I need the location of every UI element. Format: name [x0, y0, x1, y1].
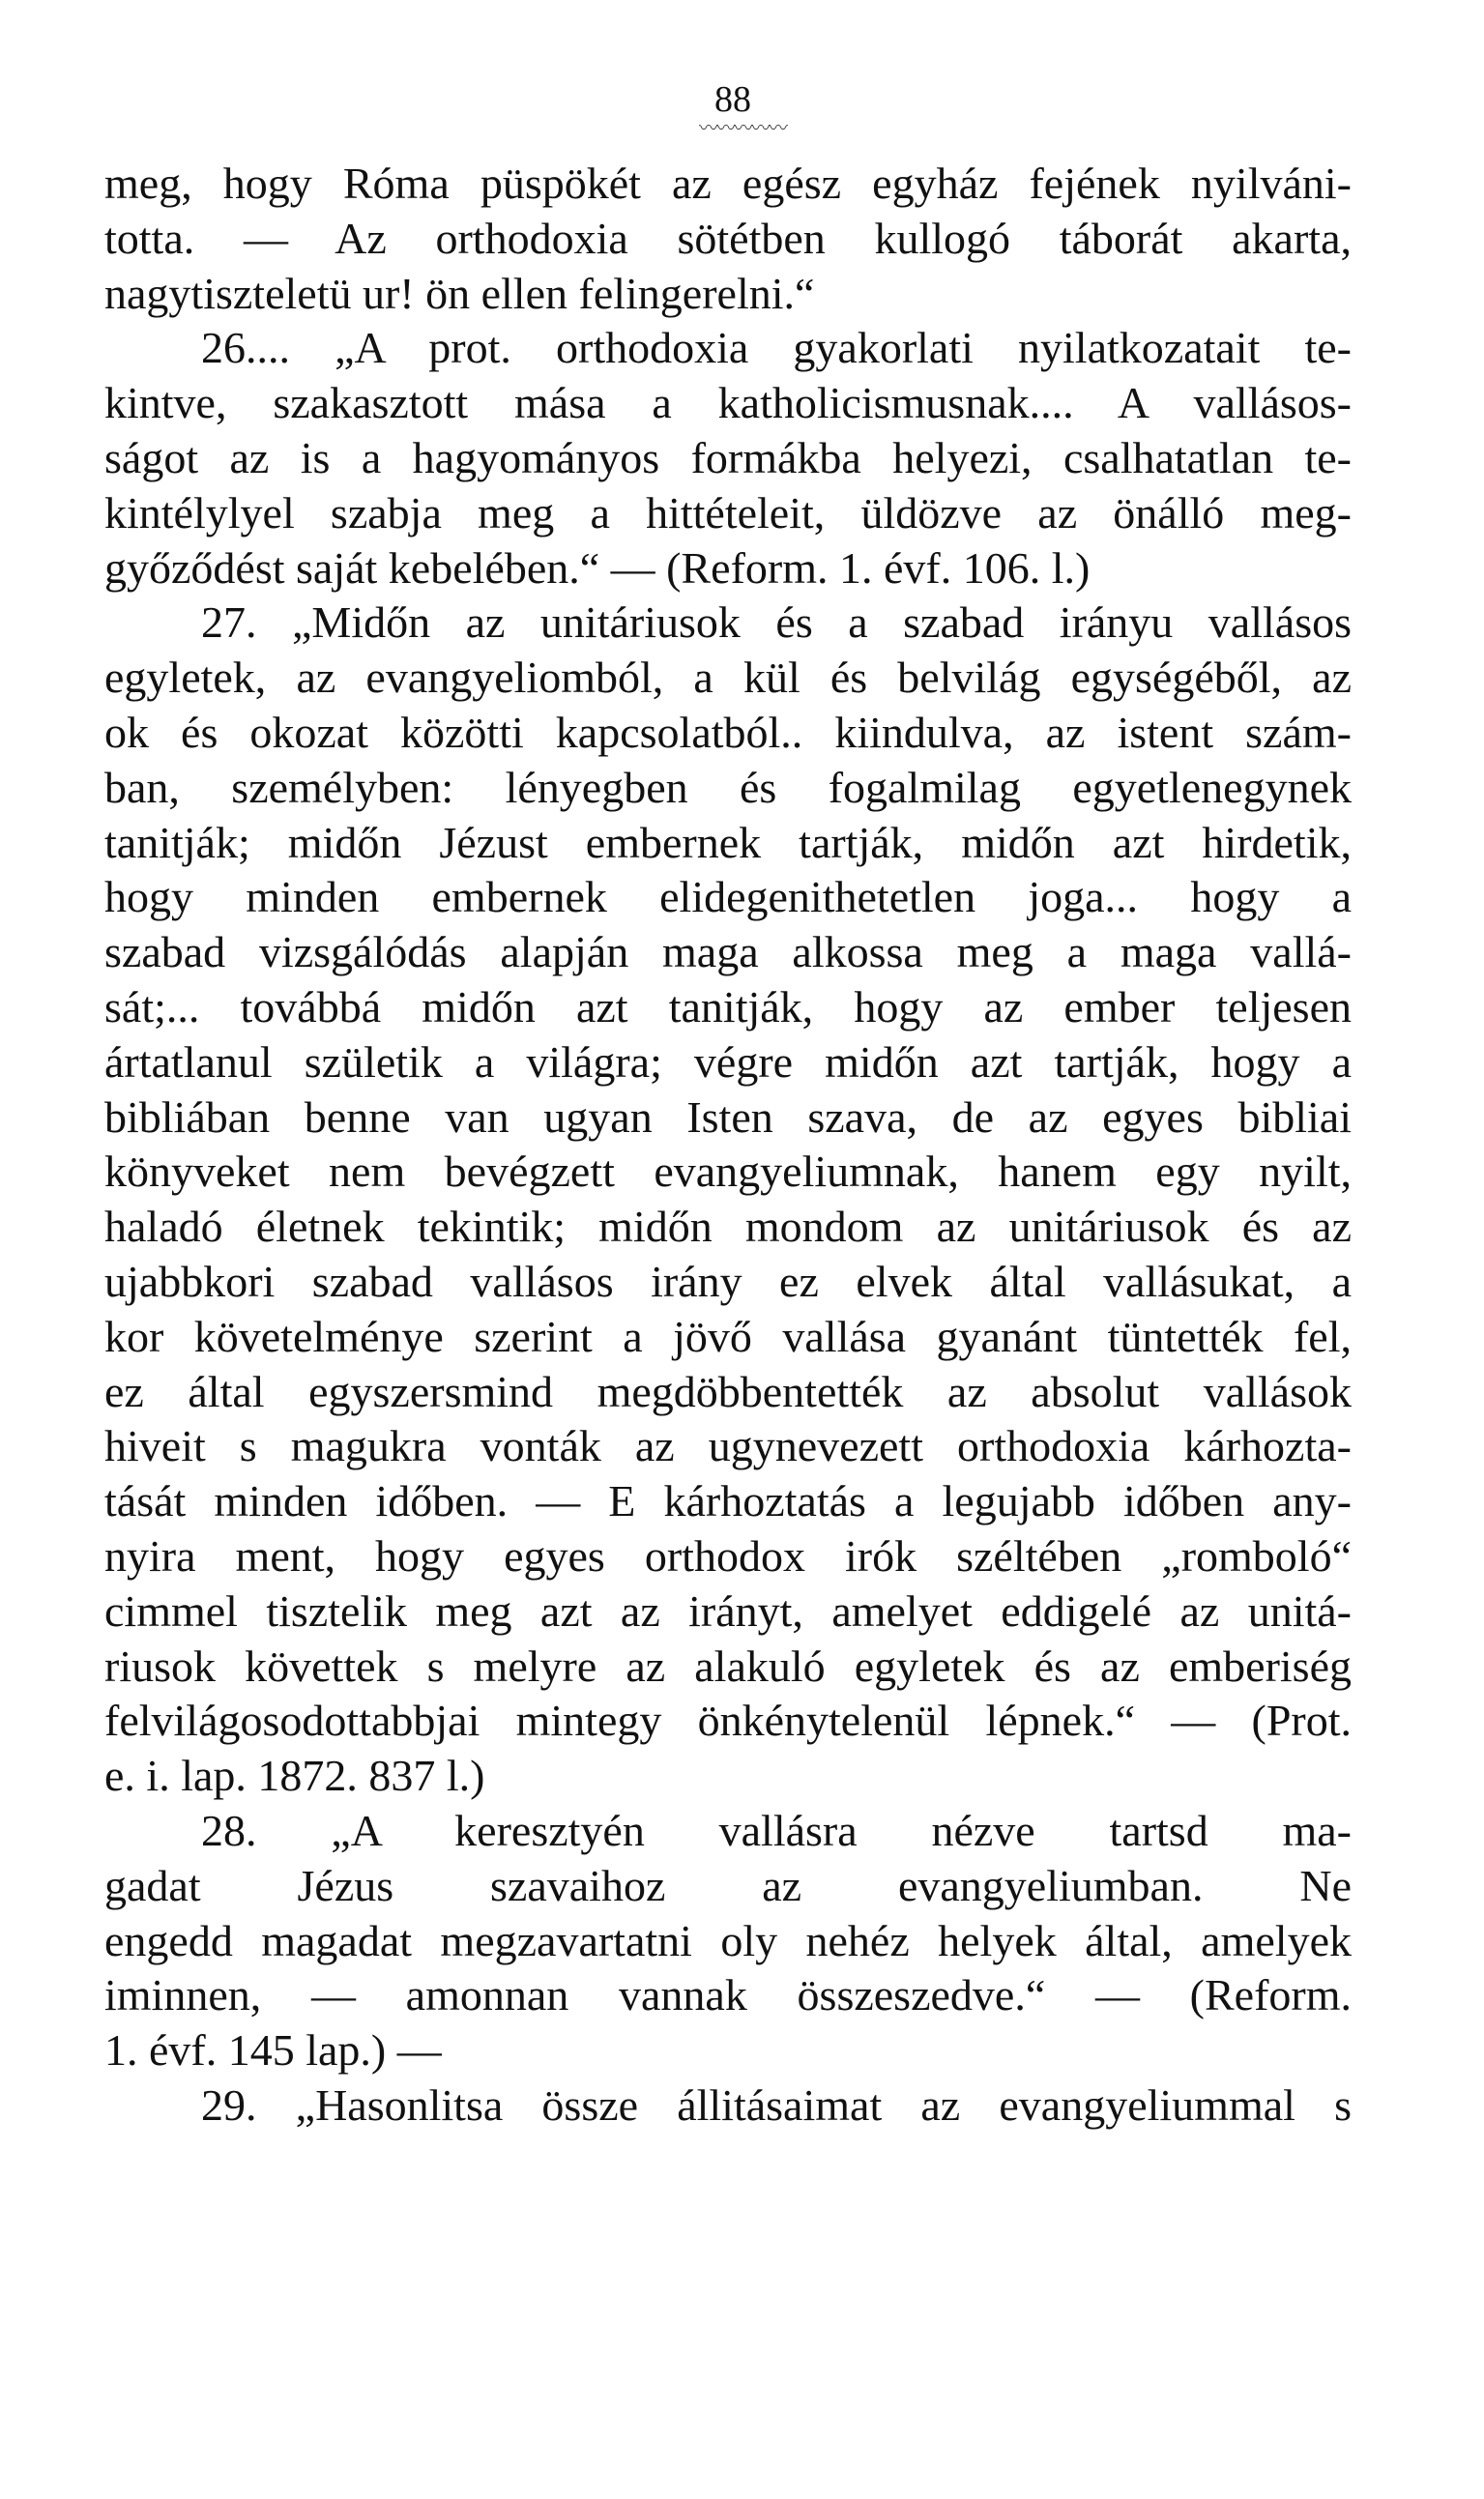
text-line: 27. „Midőn az unitáriusok és a szabad irányu vallásos	[201, 597, 1352, 648]
text-line: meg, hogy Róma püspökét az egész egyház fejének nyilváni-	[104, 159, 1352, 208]
text-line: gadat Jézus szavaihoz az evangyeliumban. Ne	[104, 1860, 1352, 1910]
book-page	[104, 77, 1352, 2134]
text-line: iminnen, — amonnan vannak összeszedve.“ — (Reform.	[104, 1970, 1352, 2020]
text-line: hiveit s magukra vonták az ugynevezett orthodoxia kárhozta-	[104, 1421, 1352, 1471]
text-line: bibliában benne van ugyan Isten szava, de az egyes bibliai	[104, 1091, 1352, 1142]
text-line: riusok követtek s melyre az alakuló egyletek és az emberiség	[104, 1641, 1352, 1691]
text-line: 26.... „A prot. orthodoxia gyakorlati nyilatkozatait te-	[201, 323, 1352, 373]
text-line: ártatlanul születik a világra; végre midőn azt tartják, hogy a	[104, 1036, 1352, 1087]
text-line: tanitják; midőn Jézust embernek tartják, midőn azt hirdetik,	[104, 817, 1352, 867]
text-line: hogy minden embernek elidegenithetetlen joga... hogy a	[104, 872, 1352, 922]
text-line: 29. „Hasonlitsa össze állitásaimat az evangyeliummal s	[201, 2079, 1352, 2130]
text-line: kintve, szakasztott mása a katholicismusnak.... A vallásos-	[104, 378, 1352, 428]
text-line: könyveket nem bevégzett evangyeliumnak, hanem egy nyilt,	[104, 1147, 1352, 1197]
text-line: felvilágosodottabbjai mintegy önkénytelenül lépnek.“ — (Prot.	[104, 1696, 1352, 1746]
text-line: nagytiszteletü ur! ön ellen felingerelni.“	[104, 268, 815, 318]
text-line: totta. — Az orthodoxia sötétben kullogó táborát akarta,	[104, 213, 1352, 263]
page-number: 88	[714, 79, 751, 120]
page-number-ornament: 〰〰〰〰〰	[699, 118, 786, 139]
text-line: ujabbkori szabad vallásos irány ez elvek által vallásukat, a	[104, 1256, 1352, 1306]
text-line: nyira ment, hogy egyes orthodox irók széltében „romboló“	[104, 1530, 1352, 1581]
text-line: ságot az is a hagyományos formákba helyezi, csalhatatlan te-	[104, 432, 1352, 482]
text-line: 28. „A keresztyén vallásra nézve tartsd ma-	[201, 1805, 1352, 1855]
text-line: ok és okozat közötti kapcsolatból.. kiindulva, az istent szám-	[104, 707, 1352, 757]
text-line: e. i. lap. 1872. 837 l.)	[104, 1751, 485, 1801]
body-text	[104, 157, 1352, 2134]
text-line: szabad vizsgálódás alapján maga alkossa meg a maga vallá-	[104, 927, 1352, 977]
text-line: ban, személyben: lényegben és fogalmilag egyetlenegynek	[104, 762, 1352, 812]
text-line: tását minden időben. — E kárhoztatás a legujabb időben any-	[104, 1476, 1352, 1526]
text-line: győződést saját kebelében.“ — (Reform. 1. évf. 106. l.)	[104, 542, 1091, 593]
text-line: cimmel tisztelik meg azt az irányt, amelyet eddigelé az unitá-	[104, 1585, 1352, 1636]
text-line: 1. évf. 145 lap.) —	[104, 2025, 442, 2076]
text-line: egyletek, az evangyeliomból, a kül és belvilág egységéből, az	[104, 653, 1352, 703]
text-line: ez által egyszersmind megdöbbentették az absolut vallások	[104, 1366, 1352, 1416]
text-line: haladó életnek tekintik; midőn mondom az unitáriusok és az	[104, 1202, 1352, 1252]
text-line: engedd magadat megzavartatni oly nehéz helyek által, amelyek	[104, 1915, 1352, 1965]
text-line: sát;... továbbá midőn azt tanitják, hogy az ember teljesen	[104, 981, 1352, 1032]
text-line: kor követelménye szerint a jövő vallása gyanánt tüntették fel,	[104, 1311, 1352, 1361]
text-line: kintélylyel szabja meg a hittételeit, üldözve az önálló meg-	[104, 487, 1352, 538]
